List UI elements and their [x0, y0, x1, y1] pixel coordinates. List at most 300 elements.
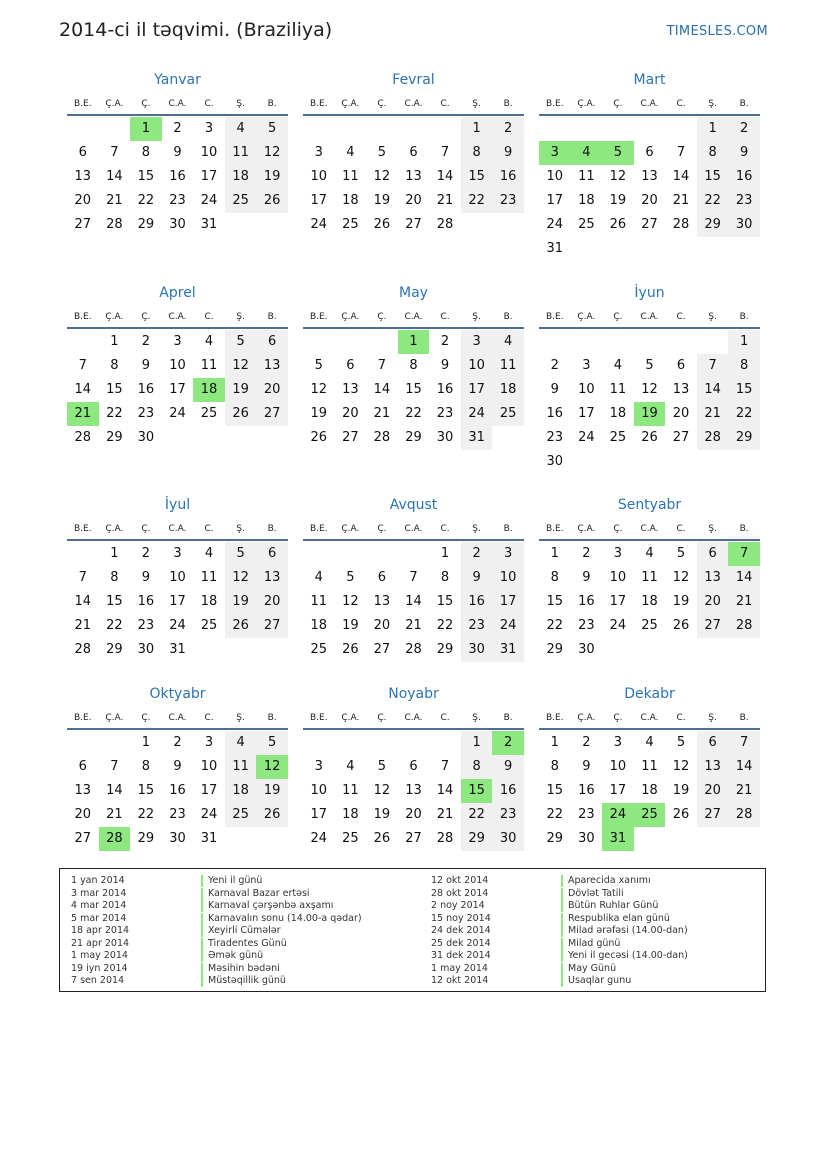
day-cell[interactable]: 31	[492, 638, 524, 662]
day-cell[interactable]: 23	[169, 193, 186, 208]
day-cell[interactable]: 28	[436, 831, 454, 846]
day-cell[interactable]: 31	[200, 831, 218, 846]
day-cell[interactable]: 1	[110, 334, 119, 349]
day-cell[interactable]: 5	[377, 759, 387, 774]
day-cell[interactable]: 28	[672, 217, 690, 232]
day-cell[interactable]: 23	[461, 614, 493, 638]
day-cell[interactable]: 8	[110, 358, 119, 373]
day-cell[interactable]: 3	[314, 759, 323, 774]
day-cell[interactable]: 3	[582, 358, 591, 373]
day-cell[interactable]: 4	[346, 145, 355, 160]
day-cell[interactable]: 10	[578, 382, 595, 397]
day-cell[interactable]: 2	[550, 358, 559, 373]
day-cell[interactable]: 14	[106, 783, 123, 798]
day-cell[interactable]: 6	[78, 145, 87, 160]
day-cell[interactable]: 26	[256, 189, 288, 213]
day-cell[interactable]: 8	[409, 358, 418, 373]
day-cell[interactable]: 14	[728, 566, 760, 590]
day-cell[interactable]: 19	[609, 193, 627, 208]
day-cell[interactable]: 28	[74, 642, 92, 657]
day-cell[interactable]: 18	[310, 618, 328, 633]
day-cell[interactable]: 7	[110, 145, 119, 160]
day-cell[interactable]: 25	[641, 618, 658, 633]
day-cell[interactable]: 27	[74, 831, 92, 846]
holiday-day-cell[interactable]: 7	[728, 542, 760, 566]
day-cell[interactable]: 20	[342, 406, 359, 421]
day-cell[interactable]: 12	[225, 566, 257, 590]
day-cell[interactable]: 6	[409, 145, 418, 160]
day-cell[interactable]: 12	[373, 783, 391, 798]
day-cell[interactable]: 31	[546, 241, 564, 256]
day-cell[interactable]: 12	[256, 141, 288, 165]
day-cell[interactable]: 22	[728, 402, 760, 426]
day-cell[interactable]: 26	[256, 803, 288, 827]
day-cell[interactable]: 29	[436, 642, 454, 657]
day-cell[interactable]: 13	[256, 354, 288, 378]
day-cell[interactable]: 9	[492, 755, 524, 779]
day-cell[interactable]: 24	[461, 402, 493, 426]
day-cell[interactable]: 14	[74, 382, 92, 397]
day-cell[interactable]: 17	[310, 193, 328, 208]
day-cell[interactable]: 2	[440, 334, 450, 349]
day-cell[interactable]: 20	[405, 807, 422, 822]
day-cell[interactable]: 25	[342, 831, 359, 846]
day-cell[interactable]: 11	[578, 169, 595, 184]
day-cell[interactable]: 22	[106, 618, 123, 633]
day-cell[interactable]: 2	[728, 117, 760, 141]
day-cell[interactable]: 30	[137, 642, 155, 657]
day-cell[interactable]: 13	[697, 566, 729, 590]
day-cell[interactable]: 21	[373, 406, 391, 421]
day-cell[interactable]: 13	[405, 169, 422, 184]
day-cell[interactable]: 7	[440, 759, 450, 774]
day-cell[interactable]: 24	[578, 430, 595, 445]
day-cell[interactable]: 15	[697, 165, 729, 189]
day-cell[interactable]: 30	[578, 642, 595, 657]
day-cell[interactable]: 20	[256, 590, 288, 614]
day-cell[interactable]: 13	[342, 382, 359, 397]
day-cell[interactable]: 28	[74, 430, 92, 445]
day-cell[interactable]: 8	[440, 570, 450, 585]
day-cell[interactable]: 20	[672, 406, 690, 421]
holiday-day-cell[interactable]: 18	[193, 378, 225, 402]
day-cell[interactable]: 26	[672, 618, 690, 633]
day-cell[interactable]: 23	[546, 430, 564, 445]
day-cell[interactable]: 3	[204, 121, 214, 136]
day-cell[interactable]: 18	[641, 594, 658, 609]
day-cell[interactable]: 13	[74, 169, 92, 184]
day-cell[interactable]: 15	[137, 783, 155, 798]
day-cell[interactable]: 25	[225, 189, 257, 213]
day-cell[interactable]: 7	[697, 354, 729, 378]
day-cell[interactable]: 3	[613, 735, 623, 750]
day-cell[interactable]: 29	[697, 213, 729, 237]
day-cell[interactable]: 6	[697, 542, 729, 566]
holiday-day-cell[interactable]: 31	[602, 827, 634, 851]
day-cell[interactable]: 17	[492, 590, 524, 614]
day-cell[interactable]: 14	[106, 169, 123, 184]
day-cell[interactable]: 4	[645, 546, 654, 561]
day-cell[interactable]: 16	[137, 594, 155, 609]
day-cell[interactable]: 14	[728, 755, 760, 779]
day-cell[interactable]: 5	[256, 731, 288, 755]
day-cell[interactable]: 25	[609, 430, 627, 445]
day-cell[interactable]: 29	[106, 430, 123, 445]
day-cell[interactable]: 1	[440, 546, 450, 561]
day-cell[interactable]: 9	[440, 358, 450, 373]
day-cell[interactable]: 3	[173, 546, 182, 561]
day-cell[interactable]: 13	[672, 382, 690, 397]
day-cell[interactable]: 5	[676, 546, 686, 561]
day-cell[interactable]: 19	[373, 807, 391, 822]
day-cell[interactable]: 5	[225, 542, 257, 566]
day-cell[interactable]: 16	[728, 165, 760, 189]
day-cell[interactable]: 9	[141, 570, 151, 585]
day-cell[interactable]: 17	[461, 378, 493, 402]
day-cell[interactable]: 27	[373, 642, 391, 657]
day-cell[interactable]: 16	[492, 779, 524, 803]
day-cell[interactable]: 5	[314, 358, 323, 373]
day-cell[interactable]: 22	[436, 618, 454, 633]
day-cell[interactable]: 10	[200, 145, 218, 160]
day-cell[interactable]: 11	[641, 759, 658, 774]
day-cell[interactable]: 25	[225, 803, 257, 827]
day-cell[interactable]: 10	[492, 566, 524, 590]
holiday-day-cell[interactable]: 28	[99, 827, 131, 851]
day-cell[interactable]: 22	[461, 189, 493, 213]
day-cell[interactable]: 6	[346, 358, 355, 373]
day-cell[interactable]: 18	[342, 193, 359, 208]
day-cell[interactable]: 24	[310, 217, 328, 232]
day-cell[interactable]: 30	[546, 454, 564, 469]
day-cell[interactable]: 12	[310, 382, 328, 397]
day-cell[interactable]: 14	[74, 594, 92, 609]
day-cell[interactable]: 24	[310, 831, 328, 846]
day-cell[interactable]: 18	[225, 165, 257, 189]
holiday-day-cell[interactable]: 1	[130, 117, 162, 141]
day-cell[interactable]: 21	[728, 779, 760, 803]
day-cell[interactable]: 6	[78, 759, 87, 774]
day-cell[interactable]: 30	[137, 430, 155, 445]
day-cell[interactable]: 7	[440, 145, 450, 160]
day-cell[interactable]: 22	[106, 406, 123, 421]
day-cell[interactable]: 2	[173, 735, 182, 750]
day-cell[interactable]: 20	[74, 193, 92, 208]
day-cell[interactable]: 2	[141, 546, 151, 561]
day-cell[interactable]: 19	[672, 783, 690, 798]
day-cell[interactable]: 17	[546, 193, 564, 208]
day-cell[interactable]: 16	[436, 382, 454, 397]
day-cell[interactable]: 26	[373, 831, 391, 846]
day-cell[interactable]: 31	[461, 426, 493, 450]
day-cell[interactable]: 8	[461, 755, 493, 779]
holiday-day-cell[interactable]: 21	[67, 402, 99, 426]
day-cell[interactable]: 11	[342, 783, 359, 798]
day-cell[interactable]: 26	[641, 430, 658, 445]
day-cell[interactable]: 7	[409, 570, 418, 585]
day-cell[interactable]: 10	[310, 783, 328, 798]
day-cell[interactable]: 20	[697, 779, 729, 803]
day-cell[interactable]: 2	[492, 117, 524, 141]
day-cell[interactable]: 19	[342, 618, 359, 633]
day-cell[interactable]: 20	[405, 193, 422, 208]
day-cell[interactable]: 22	[405, 406, 422, 421]
day-cell[interactable]: 19	[256, 779, 288, 803]
day-cell[interactable]: 30	[461, 638, 493, 662]
day-cell[interactable]: 12	[672, 759, 690, 774]
day-cell[interactable]: 3	[613, 546, 623, 561]
day-cell[interactable]: 25	[342, 217, 359, 232]
day-cell[interactable]: 27	[405, 217, 422, 232]
day-cell[interactable]: 6	[256, 330, 288, 354]
day-cell[interactable]: 28	[436, 217, 454, 232]
day-cell[interactable]: 30	[436, 430, 454, 445]
day-cell[interactable]: 25	[578, 217, 595, 232]
day-cell[interactable]: 14	[373, 382, 391, 397]
day-cell[interactable]: 6	[676, 358, 686, 373]
day-cell[interactable]: 10	[609, 759, 627, 774]
day-cell[interactable]: 15	[546, 783, 564, 798]
day-cell[interactable]: 2	[461, 542, 493, 566]
day-cell[interactable]: 11	[609, 382, 627, 397]
day-cell[interactable]: 30	[728, 213, 760, 237]
day-cell[interactable]: 15	[461, 165, 493, 189]
day-cell[interactable]: 14	[436, 783, 454, 798]
day-cell[interactable]: 13	[74, 783, 92, 798]
day-cell[interactable]: 11	[492, 354, 524, 378]
day-cell[interactable]: 29	[137, 831, 155, 846]
day-cell[interactable]: 19	[256, 165, 288, 189]
day-cell[interactable]: 11	[200, 570, 218, 585]
day-cell[interactable]: 21	[436, 193, 454, 208]
day-cell[interactable]: 3	[314, 145, 323, 160]
day-cell[interactable]: 6	[256, 542, 288, 566]
day-cell[interactable]: 16	[169, 169, 186, 184]
day-cell[interactable]: 26	[342, 642, 359, 657]
day-cell[interactable]: 27	[697, 803, 729, 827]
day-cell[interactable]: 5	[676, 735, 686, 750]
day-cell[interactable]: 12	[373, 169, 391, 184]
day-cell[interactable]: 23	[436, 406, 454, 421]
day-cell[interactable]: 18	[609, 406, 627, 421]
day-cell[interactable]: 19	[225, 590, 257, 614]
day-cell[interactable]: 24	[200, 193, 218, 208]
day-cell[interactable]: 17	[169, 382, 186, 397]
day-cell[interactable]: 27	[342, 430, 359, 445]
day-cell[interactable]: 19	[373, 193, 391, 208]
day-cell[interactable]: 17	[169, 594, 186, 609]
day-cell[interactable]: 30	[169, 831, 186, 846]
day-cell[interactable]: 21	[436, 807, 454, 822]
day-cell[interactable]: 8	[141, 145, 151, 160]
day-cell[interactable]: 1	[728, 330, 760, 354]
day-cell[interactable]: 8	[141, 759, 151, 774]
day-cell[interactable]: 25	[492, 402, 524, 426]
day-cell[interactable]: 16	[137, 382, 155, 397]
brand-link[interactable]: TIMESLES.COM	[666, 24, 768, 39]
day-cell[interactable]: 27	[641, 217, 658, 232]
day-cell[interactable]: 9	[582, 570, 591, 585]
day-cell[interactable]: 13	[405, 783, 422, 798]
day-cell[interactable]: 26	[609, 217, 627, 232]
day-cell[interactable]: 10	[609, 570, 627, 585]
day-cell[interactable]: 17	[609, 594, 627, 609]
day-cell[interactable]: 24	[546, 217, 564, 232]
holiday-day-cell[interactable]: 25	[634, 803, 666, 827]
day-cell[interactable]: 20	[74, 807, 92, 822]
day-cell[interactable]: 14	[436, 169, 454, 184]
holiday-day-cell[interactable]: 4	[571, 141, 603, 165]
day-cell[interactable]: 16	[169, 783, 186, 798]
day-cell[interactable]: 8	[697, 141, 729, 165]
day-cell[interactable]: 28	[697, 426, 729, 450]
day-cell[interactable]: 1	[461, 117, 493, 141]
day-cell[interactable]: 21	[405, 618, 422, 633]
day-cell[interactable]: 26	[225, 614, 257, 638]
day-cell[interactable]: 23	[728, 189, 760, 213]
holiday-day-cell[interactable]: 12	[256, 755, 288, 779]
day-cell[interactable]: 27	[697, 614, 729, 638]
day-cell[interactable]: 29	[405, 430, 422, 445]
day-cell[interactable]: 18	[578, 193, 595, 208]
day-cell[interactable]: 11	[342, 169, 359, 184]
day-cell[interactable]: 9	[728, 141, 760, 165]
day-cell[interactable]: 24	[200, 807, 218, 822]
day-cell[interactable]: 11	[310, 594, 328, 609]
day-cell[interactable]: 1	[697, 117, 729, 141]
day-cell[interactable]: 12	[342, 594, 359, 609]
day-cell[interactable]: 30	[492, 827, 524, 851]
day-cell[interactable]: 21	[672, 193, 690, 208]
day-cell[interactable]: 9	[550, 382, 559, 397]
day-cell[interactable]: 17	[310, 807, 328, 822]
holiday-day-cell[interactable]: 5	[602, 141, 634, 165]
day-cell[interactable]: 5	[256, 117, 288, 141]
day-cell[interactable]: 15	[405, 382, 422, 397]
day-cell[interactable]: 23	[137, 406, 155, 421]
day-cell[interactable]: 14	[405, 594, 422, 609]
day-cell[interactable]: 6	[645, 145, 654, 160]
day-cell[interactable]: 31	[200, 217, 218, 232]
day-cell[interactable]: 3	[204, 735, 214, 750]
day-cell[interactable]: 26	[672, 807, 690, 822]
day-cell[interactable]: 17	[578, 406, 595, 421]
day-cell[interactable]: 8	[728, 354, 760, 378]
day-cell[interactable]: 16	[461, 590, 493, 614]
day-cell[interactable]: 7	[78, 358, 87, 373]
day-cell[interactable]: 21	[106, 807, 123, 822]
day-cell[interactable]: 4	[204, 334, 214, 349]
holiday-day-cell[interactable]: 1	[398, 330, 430, 354]
day-cell[interactable]: 14	[697, 378, 729, 402]
day-cell[interactable]: 8	[461, 141, 493, 165]
day-cell[interactable]: 15	[546, 594, 564, 609]
day-cell[interactable]: 5	[645, 358, 654, 373]
day-cell[interactable]: 1	[550, 735, 559, 750]
day-cell[interactable]: 13	[256, 566, 288, 590]
day-cell[interactable]: 18	[200, 594, 218, 609]
day-cell[interactable]: 21	[697, 402, 729, 426]
day-cell[interactable]: 11	[200, 358, 218, 373]
day-cell[interactable]: 1	[110, 546, 119, 561]
day-cell[interactable]: 3	[173, 334, 182, 349]
day-cell[interactable]: 13	[641, 169, 658, 184]
day-cell[interactable]: 31	[169, 642, 186, 657]
day-cell[interactable]: 24	[169, 618, 186, 633]
day-cell[interactable]: 21	[106, 193, 123, 208]
day-cell[interactable]: 6	[377, 570, 387, 585]
day-cell[interactable]: 19	[672, 594, 690, 609]
day-cell[interactable]: 9	[141, 358, 151, 373]
day-cell[interactable]: 19	[225, 378, 257, 402]
day-cell[interactable]: 25	[200, 406, 218, 421]
day-cell[interactable]: 10	[169, 358, 186, 373]
day-cell[interactable]: 4	[204, 546, 214, 561]
day-cell[interactable]: 2	[173, 121, 182, 136]
day-cell[interactable]: 12	[672, 570, 690, 585]
day-cell[interactable]: 20	[697, 590, 729, 614]
day-cell[interactable]: 26	[225, 402, 257, 426]
day-cell[interactable]: 18	[641, 783, 658, 798]
day-cell[interactable]: 15	[436, 594, 454, 609]
day-cell[interactable]: 15	[728, 378, 760, 402]
day-cell[interactable]: 16	[578, 783, 595, 798]
day-cell[interactable]: 13	[373, 594, 391, 609]
day-cell[interactable]: 8	[550, 759, 559, 774]
day-cell[interactable]: 30	[169, 217, 186, 232]
day-cell[interactable]: 9	[173, 145, 182, 160]
day-cell[interactable]: 9	[461, 566, 493, 590]
day-cell[interactable]: 16	[546, 406, 564, 421]
day-cell[interactable]: 27	[256, 402, 288, 426]
day-cell[interactable]: 26	[373, 217, 391, 232]
day-cell[interactable]: 9	[173, 759, 182, 774]
day-cell[interactable]: 17	[200, 783, 218, 798]
day-cell[interactable]: 6	[409, 759, 418, 774]
day-cell[interactable]: 22	[697, 189, 729, 213]
day-cell[interactable]: 28	[106, 217, 123, 232]
day-cell[interactable]: 4	[225, 117, 257, 141]
day-cell[interactable]: 10	[200, 759, 218, 774]
day-cell[interactable]: 24	[609, 618, 627, 633]
day-cell[interactable]: 1	[141, 735, 151, 750]
day-cell[interactable]: 11	[641, 570, 658, 585]
day-cell[interactable]: 16	[492, 165, 524, 189]
day-cell[interactable]: 10	[310, 169, 328, 184]
day-cell[interactable]: 29	[106, 642, 123, 657]
day-cell[interactable]: 28	[405, 642, 422, 657]
day-cell[interactable]: 20	[256, 378, 288, 402]
day-cell[interactable]: 18	[225, 779, 257, 803]
day-cell[interactable]: 4	[613, 358, 623, 373]
holiday-day-cell[interactable]: 2	[492, 731, 524, 755]
day-cell[interactable]: 8	[550, 570, 559, 585]
day-cell[interactable]: 24	[169, 406, 186, 421]
day-cell[interactable]: 29	[461, 827, 493, 851]
day-cell[interactable]: 23	[492, 189, 524, 213]
day-cell[interactable]: 20	[373, 618, 391, 633]
day-cell[interactable]: 28	[728, 614, 760, 638]
day-cell[interactable]: 29	[137, 217, 155, 232]
day-cell[interactable]: 24	[492, 614, 524, 638]
day-cell[interactable]: 27	[672, 430, 690, 445]
day-cell[interactable]: 10	[461, 354, 493, 378]
day-cell[interactable]: 15	[137, 169, 155, 184]
day-cell[interactable]: 17	[200, 169, 218, 184]
day-cell[interactable]: 28	[373, 430, 391, 445]
day-cell[interactable]: 8	[110, 570, 119, 585]
day-cell[interactable]: 7	[676, 145, 686, 160]
